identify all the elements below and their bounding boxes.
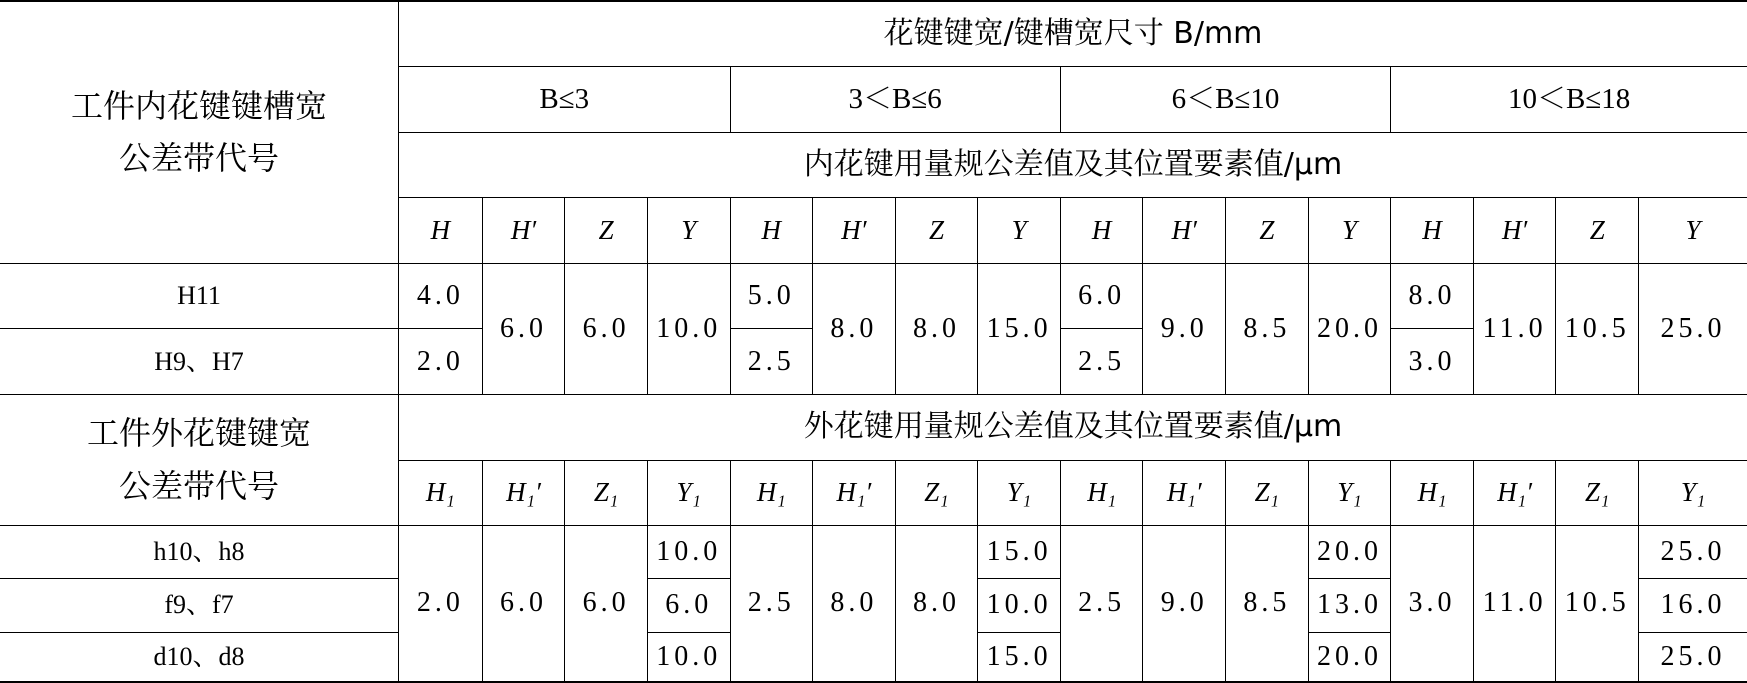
param-header: H₁′ [813,460,896,526]
external-code-header [0,394,399,525]
param-header: Z [1556,198,1639,264]
value-cell: 2.0 [399,329,483,395]
range-header: B≤3 [399,67,731,133]
param-header: Z [565,198,648,264]
param-header: Y₁ [1308,460,1391,526]
internal-code-cell: H11 [0,263,399,329]
param-header: Z [1226,198,1309,264]
value-cell: 8.5 [1226,526,1309,682]
param-header: H₁ [730,460,813,526]
range-header: 6＜B≤10 [1060,67,1390,133]
value-cell: 6.0 [482,263,565,394]
internal-section-title: 内花键用量规公差值及其位置要素值/μm [399,132,1747,198]
param-header: Z₁ [895,460,978,526]
external-code-header-line2: 公差带代号 [118,467,279,506]
param-header: H₁′ [482,460,565,526]
param-header: H₁′ [1143,460,1226,526]
param-header: H [1391,198,1474,264]
value-cell: 8.0 [895,263,978,394]
range-header: 10＜B≤18 [1391,67,1747,133]
param-header: Y [978,198,1061,264]
internal-code-header-line2: 公差带代号 [118,139,279,178]
internal-code-header-line1: 工件内花键键槽宽 [70,86,327,125]
value-cell: 2.5 [1060,526,1143,682]
value-cell: 10.5 [1556,526,1639,682]
param-header: H′ [813,198,896,264]
param-header: Y₁ [978,460,1061,526]
value-cell: 6.0 [565,263,648,394]
param-header: H′ [1143,198,1226,264]
value-cell: 5.0 [730,263,813,329]
value-cell: 25.0 [1639,526,1747,578]
param-header: H′ [1473,198,1556,264]
value-cell: 25.0 [1639,633,1747,682]
value-cell: 8.0 [1391,263,1474,329]
param-header: Z₁ [1556,460,1639,526]
param-header: Z₁ [565,460,648,526]
value-cell: 10.0 [647,263,730,394]
param-header: Y [647,198,730,264]
external-code-header-line1: 工件外花键键宽 [86,414,311,453]
value-cell: 10.0 [647,633,730,682]
param-header: H₁ [399,460,483,526]
value-cell: 8.0 [895,526,978,682]
value-cell: 3.0 [1391,329,1474,395]
param-header: H [399,198,483,264]
value-cell: 6.0 [482,526,565,682]
external-code-cell: f9、f7 [0,578,399,633]
value-cell: 11.0 [1473,526,1556,682]
value-cell: 6.0 [1060,263,1143,329]
external-code-cell: d10、d8 [0,633,399,682]
size-title: 花键键宽/键槽宽尺寸 B/mm [399,1,1747,67]
value-cell: 20.0 [1308,526,1391,578]
value-cell: 25.0 [1639,263,1747,394]
value-cell: 13.0 [1308,578,1391,633]
value-cell: 10.0 [647,526,730,578]
param-header: Y [1308,198,1391,264]
value-cell: 15.0 [978,263,1061,394]
param-header: H₁′ [1473,460,1556,526]
value-cell: 6.0 [565,526,648,682]
value-cell: 4.0 [399,263,483,329]
value-cell: 9.0 [1143,263,1226,394]
value-cell: 2.5 [730,526,813,682]
value-cell: 8.0 [813,526,896,682]
param-header: H₁ [1060,460,1143,526]
param-header: H′ [482,198,565,264]
param-header: H [730,198,813,264]
value-cell: 10.5 [1556,263,1639,394]
param-header: Z₁ [1226,460,1309,526]
value-cell: 10.0 [978,578,1061,633]
value-cell: 8.0 [813,263,896,394]
value-cell: 11.0 [1473,263,1556,394]
param-header: H [1060,198,1143,264]
external-section-title: 外花键用量规公差值及其位置要素值/μm [399,394,1747,460]
value-cell: 15.0 [978,526,1061,578]
value-cell: 20.0 [1308,633,1391,682]
param-header: Y₁ [1639,460,1747,526]
param-header: Y [1639,198,1747,264]
value-cell: 3.0 [1391,526,1474,682]
value-cell: 2.0 [399,526,483,682]
internal-code-cell: H9、H7 [0,329,399,395]
internal-code-header [0,1,399,263]
value-cell: 8.5 [1226,263,1309,394]
value-cell: 2.5 [1060,329,1143,395]
param-header: Z [895,198,978,264]
value-cell: 20.0 [1308,263,1391,394]
param-header: H₁ [1391,460,1474,526]
external-code-cell: h10、h8 [0,526,399,578]
value-cell: 9.0 [1143,526,1226,682]
value-cell: 16.0 [1639,578,1747,633]
range-header: 3＜B≤6 [730,67,1060,133]
param-header: Y₁ [647,460,730,526]
value-cell: 15.0 [978,633,1061,682]
value-cell: 2.5 [730,329,813,395]
value-cell: 6.0 [647,578,730,633]
